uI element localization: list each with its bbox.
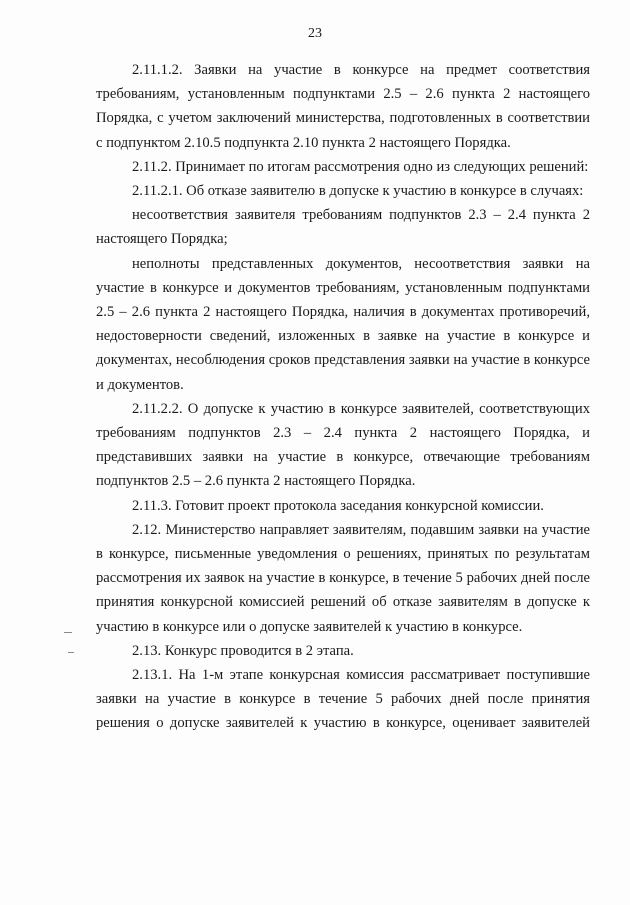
document-body [96, 58, 590, 736]
paragraph: 2.11.2.1. Об отказе заявителю в допуске к участию в конкурсе в случаях: [132, 183, 584, 200]
scan-mark [68, 652, 74, 653]
paragraph: несоответствия заявителя требованиям подпунктов 2.3 – 2.4 пункта 2 настоящего Порядка; [96, 207, 590, 248]
paragraph: 2.11.3. Готовит проект протокола заседания конкурсной комиссии. [132, 497, 544, 514]
paragraph: 2.11.2.2. О допуске к участию в конкурсе заявителей, соответствующих требованиям подпунктов 2.3 – 2.4 пункта 2 настоящего Порядка, и представивших заявки на участие в конкурсе, отвечающие требованиям подпунктов 2.5 – 2.6 пункта 2 настоящего Порядка. [96, 400, 590, 490]
paragraph: 2.13.1. На 1-м этапе конкурсная комиссия рассматривает поступившие заявки на участие в конкурсе в течение 5 рабочих дней после принятия решения о допуске заявителей к участию в конкурсе, оценивает заявителей [96, 667, 590, 732]
paragraph: 2.11.2. Принимает по итогам рассмотрения одно из следующих решений: [132, 158, 589, 175]
paragraph: 2.13. Конкурс проводится в 2 этапа. [132, 642, 354, 659]
paragraph: 2.11.1.2. Заявки на участие в конкурсе на предмет соответствия требованиям, установленным подпунктами 2.5 – 2.6 пункта 2 настоящего Порядка, с учетом заключений министерства, подготовленных в соответствии с подпунктом 2.10.5 подпункта 2.10 пункта 2 настоящего Порядка. [96, 62, 590, 151]
paragraph: неполноты представленных документов, несоответствия заявки на участие в конкурсе и документов требованиям, установленным подпунктами 2.5 – 2.6 пункта 2 настоящего Порядка, наличия в документах противоречий, недостоверности сведений, изложенных в заявке на участие в конкурсе и документах, несоблюдения сроков представления заявки на участие в конкурсе и документов. [96, 255, 590, 393]
page-number: 23 [308, 26, 322, 41]
paragraph: 2.12. Министерство направляет заявителям, подавшим заявки на участие в конкурсе, письменные уведомления о решениях, принятых по результатам рассмотрения их заявок на участие в конкурсе, в течение 5 рабочих дней после принятия конкурсной комиссией решений об отказе заявителям в допуске к участию в конкурсе или о допуске заявителей к участию в конкурсе. [96, 521, 590, 635]
scan-mark [64, 632, 72, 633]
